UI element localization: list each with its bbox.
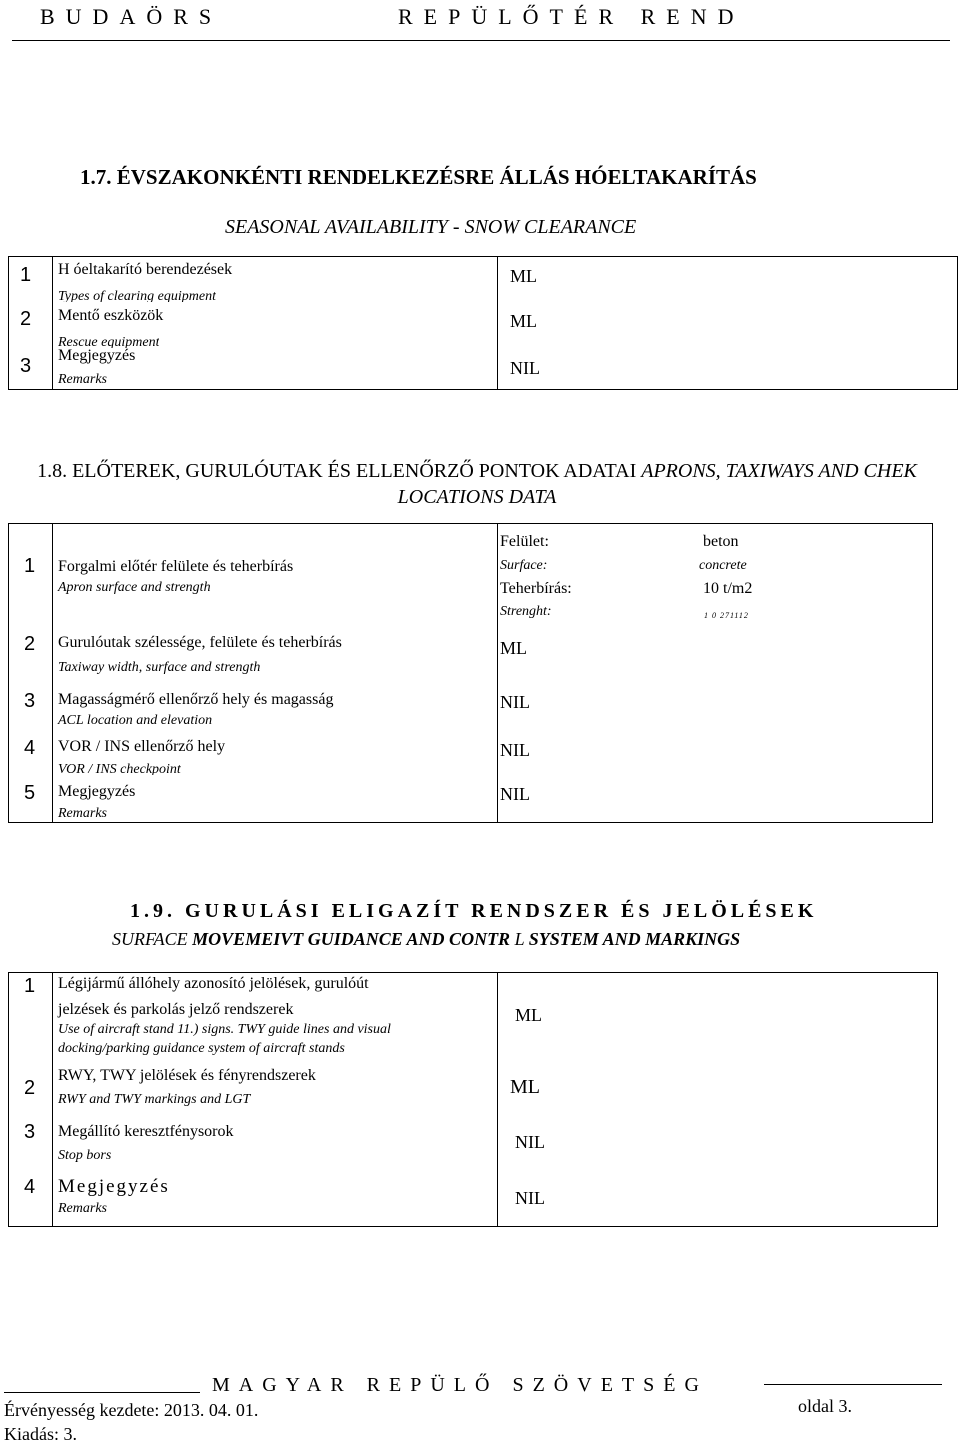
table-row-hu: H óeltakarító berendezések [58, 261, 233, 278]
table-row-hu: Megjegyzés [58, 783, 136, 800]
table-row-en: Apron surface and strength [58, 580, 211, 595]
section-17-subtitle: SEASONAL AVAILABILITY - SNOW CLEARANCE [225, 216, 637, 238]
table-row-en: Rescue equipment [58, 335, 160, 348]
table-row-en: Remarks [58, 1201, 107, 1216]
apron-teherbiras-label: Teherbírás: [500, 580, 572, 597]
table-row-value: NIL [500, 692, 530, 712]
apron-strength-value: 1 0 271112 [704, 611, 749, 620]
table-row-hu: Légijármű állóhely azonosító jelölések, gurulóút [58, 975, 369, 992]
apron-teherbiras-value: 10 t/m2 [703, 580, 753, 597]
table-row-hu: Mentő eszközök [58, 307, 164, 324]
apron-strength-label: Strenght: [500, 604, 552, 619]
table-row-value: NIL [500, 784, 530, 804]
table-row-value: ML [515, 1005, 542, 1025]
header-title-right: REPÜLŐTÉR REND [398, 4, 745, 29]
apron-felulet-label: Felület: [500, 533, 549, 550]
section-18-title [27, 458, 927, 510]
table-row-hu: RWY, TWY jelölések és fényrendszerek [58, 1067, 316, 1084]
table-row-value: NIL [510, 358, 540, 378]
table-row-en: docking/parking guidance system of aircraft stands [58, 1041, 345, 1056]
table-row-value: ML [510, 266, 537, 286]
section-19-title: 1.9. GURULÁSI ELIGAZÍT RENDSZER ÉS JELÖLÉSEK [130, 900, 818, 922]
table-row-num: 2 [24, 1077, 36, 1099]
table-row-hu: Megállító keresztfénysorok [58, 1123, 234, 1140]
table-row-en: Types of clearing equipment [58, 289, 216, 302]
table-row-en: ACL location and elevation [58, 713, 213, 728]
table-row-hu: jelzések és parkolás jelző rendszerek [58, 1001, 294, 1018]
footer-rule-right [764, 1384, 942, 1385]
table-row-hu: VOR / INS ellenőrző hely [58, 738, 226, 755]
table-row-value: NIL [515, 1132, 545, 1152]
table-row-value: ML [510, 311, 537, 331]
section-18-title-hu: 1.8. ELŐTEREK, GURULÓUTAK ÉS ELLENŐRZŐ PONTOK ADATAI [37, 460, 637, 482]
table-row-en: Use of aircraft stand 11.) signs. TWY guide lines and visual [58, 1022, 391, 1037]
table-row-hu: Gurulóutak szélessége, felülete és teherbírás [58, 634, 342, 651]
table-row-num: 5 [24, 782, 36, 804]
table-row-en: Stop bors [58, 1148, 112, 1163]
table-row-value: ML [500, 638, 527, 658]
table-row-num: 3 [24, 690, 36, 712]
table-row-value: ML [510, 1076, 540, 1098]
table-row-num: 4 [24, 737, 36, 759]
table-row-hu: Magasságmérő ellenőrző hely és magasság [58, 691, 334, 708]
table-row-hu: Forgalmi előtér felülete és teherbírás [58, 558, 294, 575]
apron-surface-label: Surface: [500, 558, 548, 573]
table-row-num: 4 [24, 1176, 36, 1198]
table-row-en: VOR / INS checkpoint [58, 762, 181, 775]
table-row-value: NIL [515, 1188, 545, 1208]
footer-issue: Kiadás: 3. [4, 1424, 77, 1444]
section-19-subtitle [112, 929, 740, 950]
table-row-num: 2 [20, 308, 32, 330]
section-17-title: 1.7. ÉVSZAKONKÉNTI RENDELKEZÉSRE ÁLLÁS HÓELTAKARÍTÁS [80, 165, 757, 189]
table-row-num: 1 [20, 264, 32, 286]
table-row-num: 1 [24, 975, 36, 997]
table-row-en: Taxiway width, surface and strength [58, 660, 261, 675]
apron-felulet-value: beton [703, 533, 739, 550]
table-row-num: 3 [24, 1121, 36, 1143]
table-row-num: 3 [20, 355, 32, 377]
section-19-subtitle-c: L [514, 929, 525, 949]
table-row-num: 1 [24, 555, 36, 577]
header-rule [12, 40, 950, 41]
table-row-num: 2 [24, 633, 36, 655]
apron-surface-value: concrete [699, 558, 747, 573]
table-row-en: Remarks [58, 372, 107, 387]
section-19-subtitle-d: SYSTEM AND MARKINGS [528, 929, 741, 949]
table-row-hu: Megjegyzés [58, 347, 136, 364]
section-19-subtitle-b: MOVEMEIVT GUIDANCE AND CONTR [192, 929, 511, 949]
section-18-title-en: APRONS, TAXIWAYS AND CHEK LOCATIONS DATA [397, 460, 917, 508]
table-row-en: RWY and TWY markings and LGT [58, 1092, 251, 1107]
section-19-subtitle-a: SURFACE [112, 929, 188, 949]
header-title-left: BUDAÖRS [40, 4, 223, 29]
table-row-en: Remarks [58, 806, 107, 821]
footer-organization: MAGYAR REPÜLŐ SZÖVETSÉG [212, 1374, 708, 1396]
table-row-hu: Megjegyzés [58, 1176, 170, 1197]
footer-rule-left [4, 1392, 200, 1393]
footer-page-number: oldal 3. [798, 1396, 852, 1416]
table-row-value: NIL [500, 740, 530, 760]
footer-validity-date: Érvényesség kezdete: 2013. 04. 01. [4, 1400, 259, 1420]
